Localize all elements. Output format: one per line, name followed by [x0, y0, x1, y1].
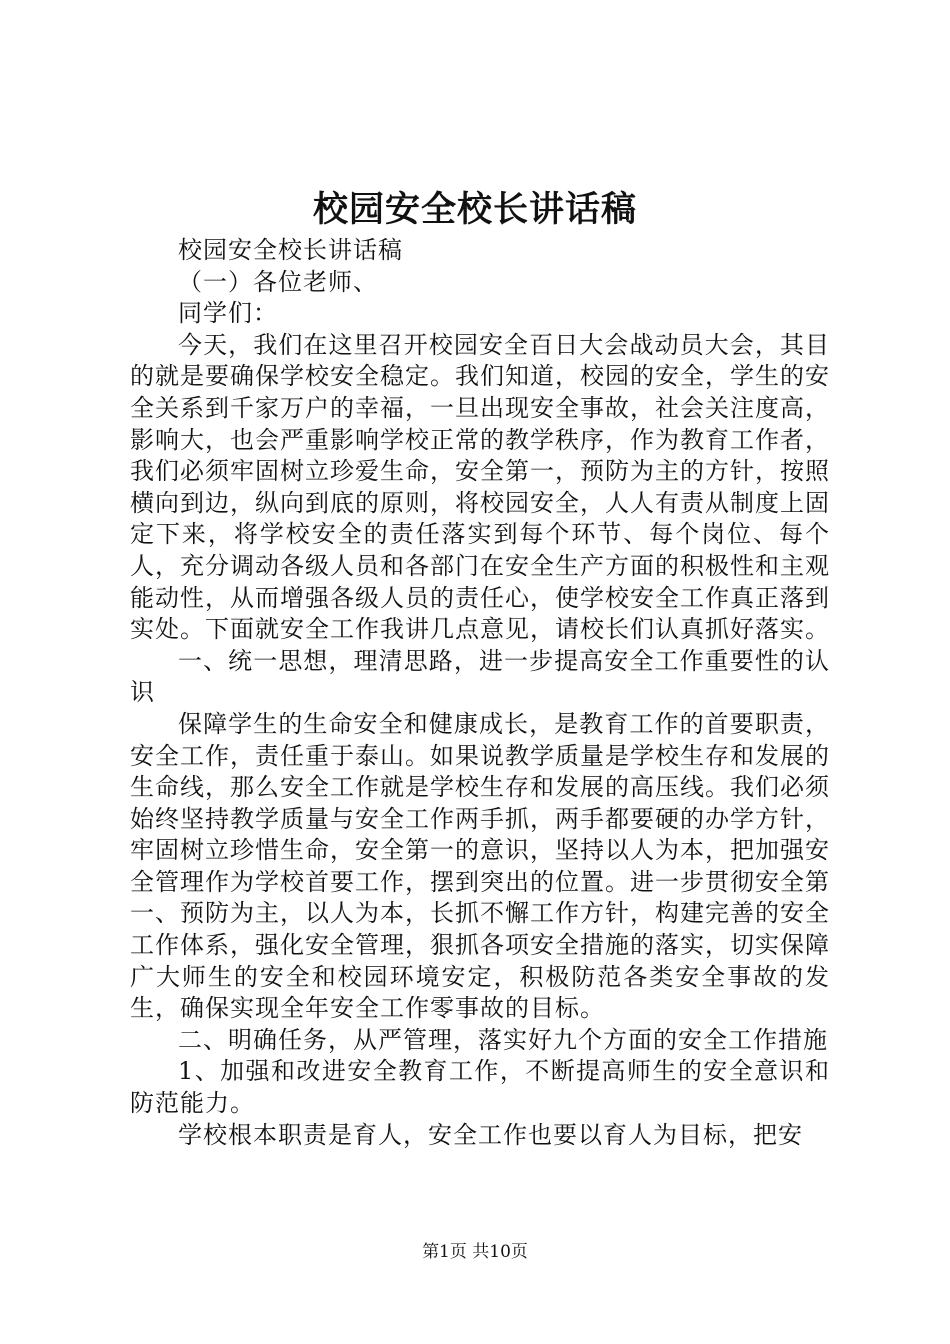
document-body: [130, 235, 830, 1151]
paragraph: 1、加强和改进安全教育工作，不断提高师生的安全意识和防范能力。: [130, 1057, 830, 1118]
section-heading: 二、明确任务，从严管理，落实好九个方面的安全工作措施: [178, 1025, 828, 1054]
paragraph: 保障学生的生命安全和健康成长，是教育工作的首要职责，安全工作，责任重于泰山。如果说教学质量是学校生存和发展的生命线，那么安全工作就是学校生存和发展的高压线。我们必须始终坚持教学质量与安全工作两手抓，两手都要硬的办学方针，牢固树立珍惜生命，安全第一的意识，坚持以人为本，把加强安全管理作为学校首要工作，摆到突出的位置。进一步贯彻安全第一、预防为主，以人为本，长抓不懈工作方针，构建完善的安全工作体系，强化安全管理，狠抓各项安全措施的落实，切实保障广大师生的安全和校园环境安定，积极防范各类安全事故的发生，确保实现全年安全工作零事故的目标。: [130, 709, 830, 1023]
paragraph: （一）各位老师、: [178, 267, 378, 296]
document-title: 校园安全校长讲话稿: [312, 189, 637, 230]
paragraph: 今天，我们在这里召开校园安全百日大会战动员大会，其目的就是要确保学校安全稳定。我们知道，校园的安全，学生的安全关系到千家万户的幸福，一旦出现安全事故，社会关注度高，影响大，也会严重影响学校正常的教学秩序，作为教育工作者，我们必须牢固树立珍爱生命，安全第一，预防为主的方针，按照横向到边，纵向到底的原则，将校园安全，人人有责从制度上固定下来，将学校安全的责任落实到每个环节、每个岗位、每个人，充分调动各级人员和各部门在安全生产方面的积极性和主观能动性，从而增强各级人员的责任心，使学校安全工作真正落到实处。下面就安全工作我讲几点意见，请校长们认真抓好落实。: [130, 330, 830, 644]
paragraph: 学校根本职责是育人，安全工作也要以育人为目标，把安: [178, 1120, 803, 1149]
page-footer: 第1页 共10页: [422, 1242, 528, 1262]
section-heading: 一、统一思想，理清思路，进一步提高安全工作重要性的认识: [130, 646, 830, 707]
paragraph: 同学们：: [178, 299, 278, 328]
paragraph: 校园安全校长讲话稿: [178, 236, 403, 264]
